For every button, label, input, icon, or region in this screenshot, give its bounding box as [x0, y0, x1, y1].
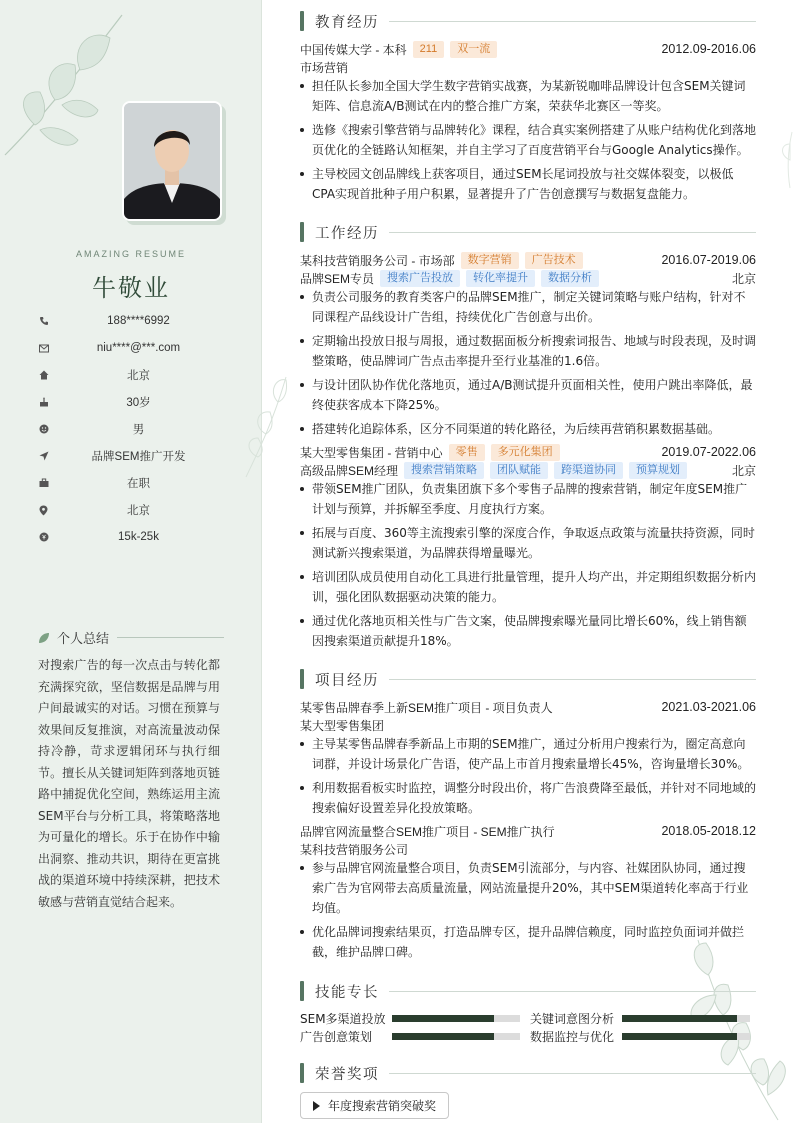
company-tag: 广告技术	[525, 252, 583, 269]
job-bullet: 培训团队成员使用自动化工具进行批量管理，提升人均产出，并定期组织数据分析内训，强化团队数据驱动决策的能力。	[300, 567, 756, 607]
role-tag: 跨渠道协同	[554, 462, 623, 479]
project-bullet: 主导某零售品牌春季新品上市期的SEM推广，通过分析用户搜索行为，圈定高意向词群，并设计场景化广告语，使产品上市首月搜索量增长45%，咨询量增长30%。	[300, 734, 756, 774]
mail-icon	[38, 343, 49, 354]
job-bullet: 与设计团队协作优化落地页，通过A/B测试提升页面相关性，使用户跳出率降低，最终使获客成本下降25%。	[300, 375, 756, 415]
hometown: 北京	[127, 370, 150, 382]
education-header	[300, 40, 756, 58]
skill-level	[392, 1015, 494, 1022]
award-item	[300, 1092, 449, 1119]
info-home	[38, 366, 228, 384]
job-header	[300, 251, 756, 269]
skill-name: SEM多渠道投放	[300, 1011, 386, 1026]
project-org-name: 某大型零售集团	[300, 718, 385, 733]
skill-item	[300, 1011, 520, 1025]
education-heading	[300, 11, 756, 31]
divider	[389, 232, 756, 233]
cake-icon	[38, 397, 49, 408]
section-title: 项目经历	[315, 672, 379, 689]
skill-bar	[392, 1033, 520, 1040]
skill-level	[622, 1015, 737, 1022]
info-phone	[38, 312, 228, 330]
avatar	[122, 101, 222, 221]
target-role: 品牌SEM推广开发	[91, 451, 186, 463]
job-role	[300, 269, 756, 287]
job-bullet: 负责公司服务的教育类客户的品牌SEM推广，制定关键词策略与账户结构，针对不同课程产品线设计广告组，持续优化广告创意与出价。	[300, 287, 756, 327]
skill-name: 关键词意图分析	[530, 1011, 615, 1026]
leaf-decoration-right	[762, 130, 794, 190]
school-tag: 双一流	[450, 41, 497, 58]
email-address: niu****@***.com	[96, 342, 181, 354]
job-bullet: 定期输出投放日报与周报，通过数据面板分析搜索词报告、地域与时段表现，及时调整策略，使品牌词广告点击率提升至行业基准的1.6倍。	[300, 331, 756, 371]
section-marker	[300, 11, 304, 31]
divider	[389, 991, 756, 992]
school-name: 中国传媒大学 - 本科	[300, 42, 407, 57]
role-tag: 转化率提升	[466, 270, 535, 287]
projects-heading	[300, 669, 756, 689]
skill-bar	[622, 1033, 750, 1040]
work-heading	[300, 222, 756, 242]
role-tag: 搜索广告投放	[380, 270, 460, 287]
skill-level	[622, 1033, 737, 1040]
briefcase-icon	[38, 478, 49, 489]
resume-subtitle: AMAZING RESUME	[75, 249, 186, 259]
role-tag: 搜索营销策略	[404, 462, 484, 479]
skill-bar	[622, 1015, 750, 1022]
person-icon	[38, 424, 49, 435]
divider	[389, 679, 756, 680]
employment-status: 在职	[127, 478, 150, 490]
education-bullet: 选修《搜索引擎营销与品牌转化》课程，结合真实案例搭建了从账户结构优化到落地页优化的全链路认知框架，并自主学习了百度营销平台与Google Analytics操作。	[300, 120, 756, 160]
company-tag: 零售	[449, 444, 485, 461]
project-bullet: 参与品牌官网流量整合项目，负责SEM引流部分，与内容、社媒团队协同，通过搜索广告为官网带去高质量流量，网站流量提升20%，其中SEM渠道转化率高于行业均值。	[300, 858, 756, 918]
section-marker	[300, 669, 304, 689]
job-bullet: 通过优化落地页相关性与广告文案，使品牌搜索曝光量同比增长60%，线上销售额因搜索渠道贡献提升18%。	[300, 611, 756, 651]
section-title: 荣誉奖项	[315, 1066, 379, 1083]
section-marker	[300, 981, 304, 1001]
candidate-name: 牛敬业	[92, 274, 170, 302]
phone-number: 188****6992	[107, 315, 170, 327]
skill-item	[530, 1029, 750, 1043]
project-org-name: 某科技营销服务公司	[300, 842, 409, 857]
divider	[117, 637, 224, 638]
job-city: 北京	[731, 463, 756, 478]
section-title: 教育经历	[315, 14, 379, 31]
project-header	[300, 822, 756, 840]
role-tag: 团队赋能	[490, 462, 548, 479]
project-date: 2021.03-2021.06	[661, 700, 756, 714]
company-tag: 数字营销	[461, 252, 519, 269]
divider	[389, 1073, 756, 1074]
location-icon	[38, 505, 49, 516]
skill-bar	[392, 1015, 520, 1022]
summary-title: 个人总结	[57, 632, 110, 647]
company-name: 某大型零售集团 - 营销中心	[300, 445, 443, 460]
project-header	[300, 698, 756, 716]
info-email	[38, 339, 228, 357]
project-bullet: 优化品牌词搜索结果页，打造品牌专区，提升品牌信赖度，同时监控负面词并做拦截，维护品牌口碑。	[300, 922, 756, 962]
job-bullet: 拓展与百度、360等主流搜索引擎的深度合作，争取返点政策与流量扶持资源，同时测试新兴搜索渠道，为品牌获得增量曝光。	[300, 523, 756, 563]
phone-icon	[38, 316, 49, 327]
company-tag: 多元化集团	[491, 444, 560, 461]
section-title: 工作经历	[315, 225, 379, 242]
job-bullet: 搭建转化追踪体系，区分不同渠道的转化路径，为后续再营销积累数据基础。	[300, 419, 756, 439]
leaf-icon	[38, 632, 50, 644]
company-name: 某科技营销服务公司 - 市场部	[300, 253, 455, 268]
portrait-image	[124, 103, 220, 219]
home-icon	[38, 370, 49, 381]
info-status	[38, 474, 228, 492]
role-tag: 预算规划	[629, 462, 687, 479]
summary-heading	[38, 628, 224, 647]
education-date: 2012.09-2016.06	[661, 42, 756, 56]
divider	[389, 21, 756, 22]
section-title: 技能专长	[315, 984, 379, 1001]
skill-item	[530, 1011, 750, 1025]
skill-item	[300, 1029, 520, 1043]
skills-heading	[300, 981, 756, 1001]
project-name: 某零售品牌春季上新SEM推广项目 - 项目负责人	[300, 700, 553, 715]
award-name: 年度搜索营销突破奖	[328, 1099, 437, 1113]
send-icon	[38, 451, 49, 462]
job-date: 2019.07-2022.06	[661, 445, 756, 459]
school-tag: 211	[413, 41, 445, 58]
job-date: 2016.07-2019.06	[661, 253, 756, 267]
money-icon	[38, 532, 49, 543]
info-gender	[38, 420, 228, 438]
skill-name: 数据监控与优化	[530, 1029, 615, 1044]
role-title: 品牌SEM专员	[300, 271, 375, 286]
job-city: 北京	[731, 271, 756, 286]
info-salary	[38, 528, 228, 546]
skill-level	[392, 1033, 494, 1040]
gender: 男	[132, 424, 145, 436]
project-org	[300, 840, 756, 858]
project-name: 品牌官网流量整合SEM推广项目 - SEM推广执行	[300, 824, 555, 839]
education-bullet: 主导校园文创品牌线上获客项目，通过SEM长尾词投放与社交媒体裂变，以极低CPA实现首批种子用户积累，显著提升了广告创意撰写与数据复盘能力。	[300, 164, 756, 204]
job-header	[300, 443, 756, 461]
project-bullet: 利用数据看板实时监控，调整分时段出价，将广告浪费降至最低，并针对不同地域的搜索偏好设置差异化投放策略。	[300, 778, 756, 818]
leaf-decoration	[0, 10, 130, 160]
role-title: 高级品牌SEM经理	[300, 463, 399, 478]
work-location: 北京	[127, 505, 150, 517]
info-location	[38, 501, 228, 519]
sidebar	[0, 0, 262, 1123]
education-bullet: 担任队长参加全国大学生数字营销实战赛，为某新锐咖啡品牌设计包含SEM关键词矩阵、信息流A/B测试在内的整合推广方案，荣获华北赛区一等奖。	[300, 76, 756, 116]
expected-salary: 15k-25k	[118, 531, 159, 543]
info-target-role	[38, 447, 228, 465]
job-bullet: 带领SEM推广团队，负责集团旗下多个零售子品牌的搜索营销，制定年度SEM推广计划与预算，并拆解至季度、月度执行方案。	[300, 479, 756, 519]
project-date: 2018.05-2018.12	[661, 824, 756, 838]
summary-text: 对搜索广告的每一次点击与转化都充满探究欲，坚信数据是品牌与用户间最诚实的对话。习惯在预算与效果间反复推演，对高流量波动保持冷静，苛求逻辑闭环与执行细节。擅长从关键词矩阵到落地页链路中捕捉优化空间，熟练运用主流SEM平台与分析工具，将策略落地为可量化的增长。乐于在协作中输出洞察、推动共识，期待在更富挑战的渠道环境中持续深耕，把技术敏感与营销直觉结合起来。	[38, 658, 220, 909]
section-marker	[300, 1063, 304, 1083]
age: 30岁	[126, 397, 151, 409]
major: 市场营销	[300, 60, 349, 75]
info-age	[38, 393, 228, 411]
section-marker	[300, 222, 304, 242]
project-org	[300, 716, 756, 734]
skill-name: 广告创意策划	[300, 1029, 373, 1044]
role-tag: 数据分析	[541, 270, 599, 287]
education-major	[300, 58, 756, 76]
play-icon	[313, 1101, 320, 1111]
job-role	[300, 461, 756, 479]
honors-heading	[300, 1063, 756, 1083]
